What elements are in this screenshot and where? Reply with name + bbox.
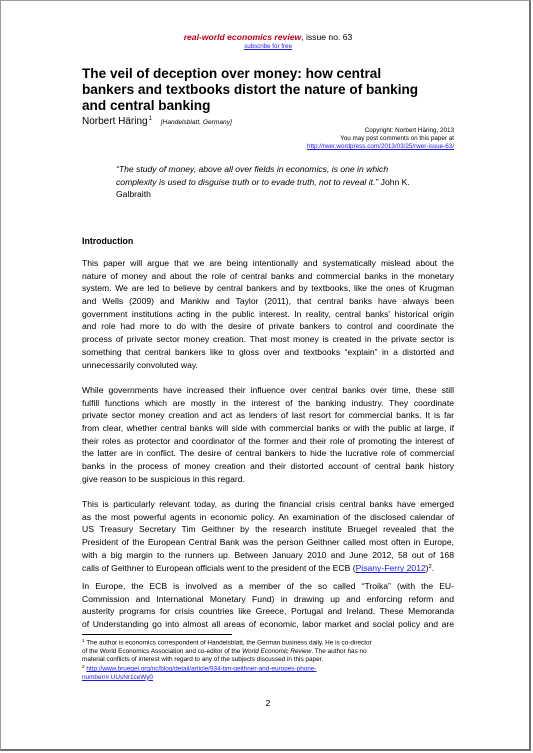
author-line bbox=[82, 116, 232, 127]
paragraph-4: In Europe, the ECB is involved as a member of the so called “Troika” (with the EU- Commission and International Monetary Fund) in drawing up and enforcing reform and austerity programs for crisis countries like Greece, Portugal and Ireland. These Memoranda of Understanding go into almost all areas of economic, labor market and social policy and are bbox=[82, 581, 454, 630]
epigraph-quote bbox=[116, 163, 428, 201]
footnote-marker[interactable]: 1 bbox=[148, 116, 152, 122]
comment-line: You may post comments on this paper at bbox=[340, 135, 454, 143]
author-name: Norbert Häring bbox=[82, 116, 148, 127]
journal-name: real-world economics review bbox=[183, 32, 302, 42]
quote-line: “The study of money, above all over fields in economics, is one in which bbox=[116, 164, 389, 174]
quote-line: complexity is used to disguise truth or to evade truth, not to reveal it.” John K. bbox=[116, 176, 410, 187]
footnote-url-link-cont[interactable]: number/#.UUsNr1ceWy0 bbox=[82, 673, 153, 681]
footnote-marker[interactable]: 2 bbox=[428, 564, 432, 571]
title-line: The veil of deception over money: how central bbox=[82, 66, 382, 81]
section-heading: Introduction bbox=[82, 236, 134, 246]
paragraph-3: This is particularly relevant today, as during the financial crisis central banks have emerged as the most powerful agents in economic policy. An examination of the disclosed calendar of US Treasury Secretary Tim Geithner by the research institute Bruegel revealed that the President of the European Central Bank was the person Geithner called most often in Europe, with a big margin to the runners up. Between January 2010 and June 2012, 58 out of 168 calls of Geithner to European officials went to the president of the ECB (Pisany-Ferry 2012)$^2$. bbox=[82, 499, 454, 574]
copyright-line: Copyright: Norbert Häring, 2013 bbox=[364, 127, 454, 134]
citation-link[interactable]: Pisany-Ferry 2012 bbox=[355, 563, 426, 574]
article-title bbox=[82, 66, 454, 114]
footnote-url-link[interactable]: http://www.bruegel.org/nc/blog/detail/article/934-tim-geithner-and-europes-phone- bbox=[86, 665, 317, 673]
issue-number: , issue no. 63 bbox=[301, 32, 353, 42]
page-number: 2 bbox=[265, 698, 271, 708]
paragraph-3-last-line: calls of Geithner to European officials went to the president of the ECB (Pisany-Ferry 2012)$^2$. bbox=[82, 563, 435, 574]
footnote-divider bbox=[82, 634, 232, 635]
quote-attribution: John K. bbox=[380, 176, 410, 187]
quote-attribution-cont: Galbraith bbox=[116, 189, 151, 200]
title-line: and central banking bbox=[82, 98, 211, 113]
footnote-2: $^2$ http://www.bruegel.org/nc/blog/detail/article/934-tim-geithner-and-europes-phone- number/#.UUsNr1ceWy0 bbox=[82, 664, 317, 681]
footnote-1: $^1$ The author is economics correspondent of Handelsblatt, the German business daily. He is co-director of the World Economics Association and co-editor of the World Economic Review. The author has no material conflicts of interest with regard to any of the subjects discussed in this paper. bbox=[82, 638, 372, 663]
paragraph-2: While governments have increased their influence over central banks over time, these still fulfill functions which are mostly in the interest of the banking industry. They coordinate private sector money creation and act as lenders of last resort for commercial banks. It is far from clear, whether central banks will side with commercial banks or with the public at large, if their roles as protector and coordinator of the former and their role of promoting the interest of the latter are in conflict. The desire of central bankers to hide the lucrative role of commercial banks in the process of money creation and their distorted account of central bank history give reason to be suspicious in this regard. bbox=[82, 385, 454, 484]
title-line: bankers and textbooks distort the nature of banking bbox=[82, 82, 419, 97]
comment-url-link[interactable]: http://rwer.wordpress.com/2013/03/25/rwer-issue-63/ bbox=[307, 143, 454, 151]
copyright-block bbox=[204, 127, 454, 152]
journal-header bbox=[82, 32, 454, 50]
author-affiliation: [Handelsblatt, Germany] bbox=[160, 119, 232, 126]
paragraph-1: This paper will argue that we are being intentionally and systematically mislead about the nature of money and about the role of central banks and commercial banks in the monetary system. We are led to believe by central bankers and by textbooks, like the ones of Krugman and Wells (2009) and Mankiw and Taylor (2011), that central banks have always been government institutions acting in the public interest. In reality, central banks' historical origin and role had more to do with the desire of private bankers to control and coordinate the process of private sector money creation. That most money is created in the private sector is something that central bankers like to gloss over and textbooks “explain” in a distorted and unnecessarily convoluted way. bbox=[82, 258, 454, 370]
subscribe-link[interactable]: subscribe for free bbox=[244, 43, 292, 50]
